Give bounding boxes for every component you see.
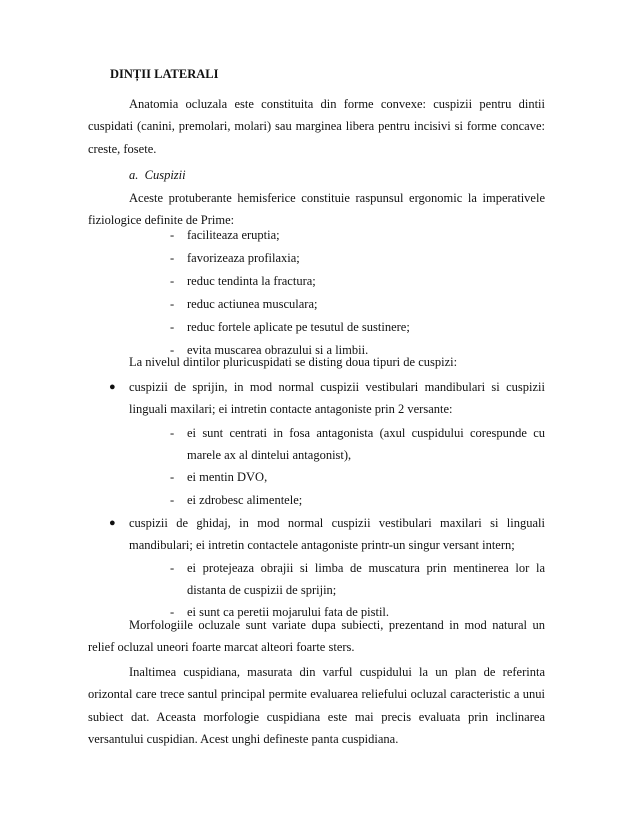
list-item-text: ei sunt centrati in fosa antagonista (axul cuspidului corespunde cu marele ax al dintelui antagonist), xyxy=(187,426,545,463)
list-item-text: ei zdrobesc alimentele; xyxy=(187,493,303,507)
list-item xyxy=(170,224,545,246)
dash-marker: - xyxy=(170,274,175,288)
dash-marker: - xyxy=(170,605,175,619)
cusps-intro-paragraph: Aceste protuberante hemisferice constituie raspunsul ergonomic la imperativele fiziologice definite de Prime: xyxy=(88,191,545,228)
dash-marker: - xyxy=(170,470,175,484)
list-item xyxy=(170,422,545,467)
bullet-marker: ● xyxy=(109,381,116,393)
list-item-text: reduc actiunea musculara; xyxy=(187,297,318,311)
list-item-text: ei protejeaza obrajii si limba de muscatura prin mentinerea lor la distanta de cuspizii de sprijin; xyxy=(187,561,545,598)
list-item-text: reduc fortele aplicate pe tesutul de sustinere; xyxy=(187,320,410,334)
dash-marker: - xyxy=(170,251,175,265)
dash-marker: - xyxy=(170,297,175,311)
section-title: DINȚII LATERALI xyxy=(110,67,219,81)
list-item xyxy=(170,247,545,269)
dash-marker: - xyxy=(170,343,175,357)
subsection-heading: a. Cuspizii xyxy=(129,168,186,182)
dash-marker: - xyxy=(170,426,175,440)
bullet-marker: ● xyxy=(109,517,116,529)
bullet-text: cuspizii de ghidaj, in mod normal cuspizii vestibulari maxilari si linguali mandibulari; ei intretin contactele antagoniste printr-un singur versant intern; xyxy=(129,516,545,553)
list-item xyxy=(170,293,545,315)
dash-marker: - xyxy=(170,320,175,334)
dash-marker: - xyxy=(170,228,175,242)
dash-marker: - xyxy=(170,561,175,575)
list-item xyxy=(170,466,545,488)
list-item-text: faciliteaza eruptia; xyxy=(187,228,280,242)
list-item xyxy=(170,270,545,292)
list-item-text: evita muscarea obrazului si a limbii. xyxy=(187,343,369,357)
list-item-text: favorizeaza profilaxia; xyxy=(187,251,300,265)
list-item-text: ei mentin DVO, xyxy=(187,470,268,484)
morphology-paragraph: Morfologiile ocluzale sunt variate dupa subiecti, prezentand in mod natural un relief ocluzal uneori foarte marcat alteori foarte sters. xyxy=(88,618,545,655)
bullet-item-guide-cusps xyxy=(109,512,545,557)
cusp-height-paragraph: Inaltimea cuspidiana, masurata din varful cuspidului la un plan de referinta orizontal care trece santul principal permite evaluarea reliefului ocluzal caracteristic a unui subiect dat. Aceasta morfologie cuspidiana este mai precis evaluata prin inclinarea versantului cuspidian. Acest unghi defineste panta cuspidiana. xyxy=(88,665,545,746)
intro-paragraph: Anatomia ocluzala este constituita din forme convexe: cuspizii pentru dintii cuspidati (canini, premolari, molari) sau marginea libera pentru incisivi si forme concave: creste, fosete. xyxy=(88,97,545,156)
bullet-text: cuspizii de sprijin, in mod normal cuspizii vestibulari mandibulari si cuspizii linguali maxilari; ei intretin contacte antagoniste prin 2 versante: xyxy=(129,380,545,417)
list-item-text: reduc tendinta la fractura; xyxy=(187,274,316,288)
list-item xyxy=(170,557,545,602)
list-item xyxy=(170,489,545,511)
cusp-types-intro: La nivelul dintilor pluricuspidati se disting doua tipuri de cuspizi: xyxy=(129,355,458,369)
list-item xyxy=(170,316,545,338)
list-item-text: ei sunt ca peretii mojarului fata de pistil. xyxy=(187,605,390,619)
bullet-item-support-cusps xyxy=(109,376,545,421)
dash-marker: - xyxy=(170,493,175,507)
